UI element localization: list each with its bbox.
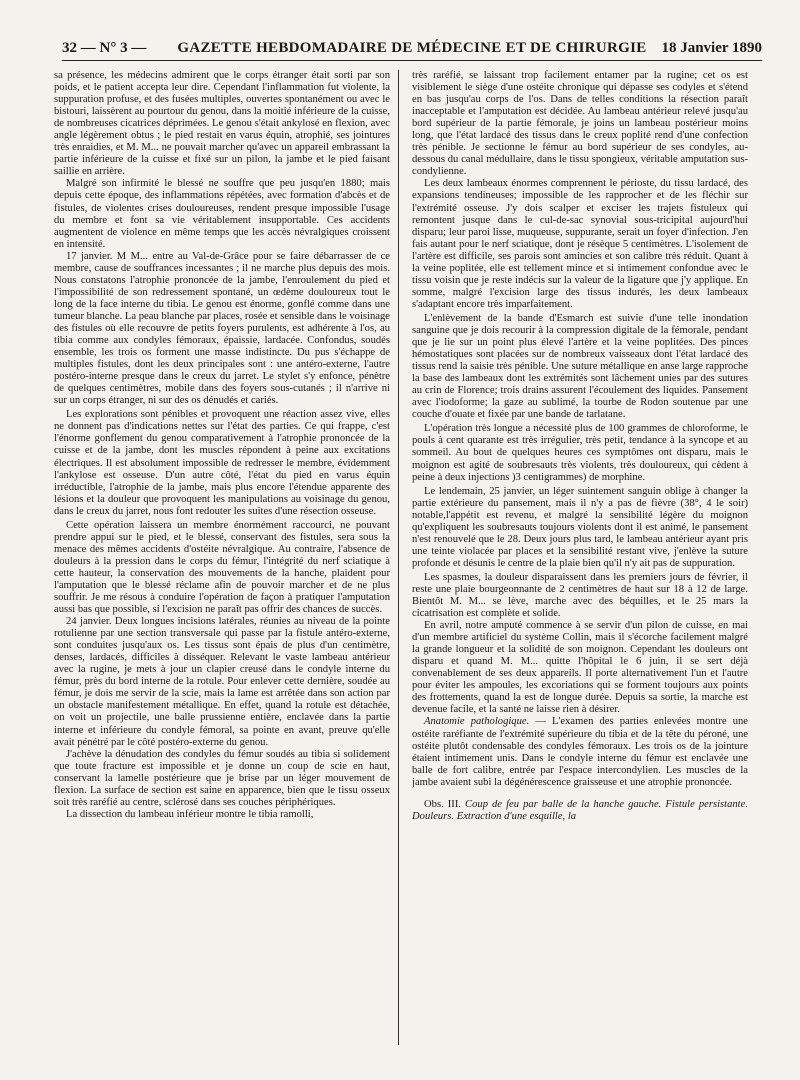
page-number: 32 — N° 3 — bbox=[62, 40, 147, 56]
paragraph: La dissection du lambeau inférieur montre le tibia ramolli, bbox=[66, 808, 314, 820]
anatomy-label: Anatomie pathologique. bbox=[424, 716, 530, 728]
paragraph: Les spasmes, la douleur disparaissent dans les premiers jours de février, il reste une plaie bourgeonnante de 2 centimètres de haut sur 18 à 12 de large. Bientôt M. M... se lève, marche avec des béquilles, et le 25 mars la cicatrisation est complète et solide. bbox=[412, 571, 748, 620]
issue-date: 18 Janvier 1890 bbox=[661, 40, 762, 56]
paragraph: En avril, notre amputé commence à se servir d'un pilon de cuisse, en mai d'un membre artificiel du système Collin, mais il s'écorche facilement malgré la grande longueur et la solidité de son moignon. Cependant les douleurs ont disparu et quand M. M... quitte l'hôpital le 6 juin, il se sert déjà convenablement de ses deux appareils. Il porte alternativement l'un et l'autre pour éviter les ampoules, les excoriations qui se forment toujours aux points des frottements, quand la est de longue durée. Depuis sa sortie, la marche est devenue facile, et la santé ne laisse rien à désirer. bbox=[412, 620, 748, 716]
column-divider bbox=[398, 70, 399, 1045]
paragraph: Les deux lambeaux énormes comprennent le périoste, du tissu lardacé, des expansions tendineuses; impossible de les rapprocher et de les fléchir sur l'extrémité osseuse. J'y dois scalper et exciser les trajets fistuleux qui remontent jusque dans le cul-de-sac synovial sous-tricipital aujourd'hui disparu; leur paroi lisse, muqueuse, suppurante, serait un foyer d'infection. J'en fais autant pour le nerf sciatique, dont je résèque 5 centimètres. L'isolement de l'artère est difficile, ses parois sont amincies et son calibre très réduit. Quant à la veine poplitée, elle est tellement mince et si intimement confondue avec le tissu voisin que je reste indécis sur la valeur de la ligature que j'y applique. En somme, malgré l'excision large des tissus indurés, les deux lambeaux s'adaptant encore très imparfaitement. bbox=[412, 178, 748, 310]
paragraph: Malgré son infirmité le blessé ne souffre que peu jusqu'en 1880; mais depuis cette époque, des inflammations répétées, avec formation d'abcès et de fistules, de violentes crises douloureuses, rendent presque impossible l'usage du membre et font sa vie véritablement insupportable. Ces accidents augmentent de violence en même temps que les accès névralgiques croissent en intensité. bbox=[54, 178, 390, 250]
paragraph: Cette opération laissera un membre énormément raccourci, ne pouvant prendre appui sur le pied, et le blessé, conservant des fistules, sera sous la menace des mêmes accidents d'ostéite névralgique. Au contraire, l'absence de douleurs à la pression dans le corps du fémur, l'intégrité du nerf sciatique à cette hauteur, la conservation des mouvements de la hanche, plaident pour l'amputation que le blessé réclame afin de pouvoir marcher et de ne plus souffrir. Je me résous à conduire l'opération de façon à pratiquer l'amputation aussi bas que possible, si l'excision ne paraît pas offrir des chances de succès. bbox=[54, 519, 390, 616]
anatomy-paragraph bbox=[412, 716, 748, 788]
journal-title: GAZETTE HEBDOMADAIRE DE MÉDECINE ET DE CHIRURGIE bbox=[177, 40, 647, 56]
running-header bbox=[62, 40, 762, 61]
paragraph: Les explorations sont pénibles et provoquent une réaction assez vive, elles ne donnent pas d'indications nettes sur l'état des parties. Ce qui frappe, c'est l'énorme gonflement du genou comparativement à l'atrophie prononcée de la cuisse et de la jambe, dont les muscles répondent à peine aux excitations électriques. Il est absolument impossible de redresser le membre, évidemment l'ankylose est osseuse. D'un autre côté, l'état du pied en varus équin irréductible, l'atrophie de la jambe, mais plus encore l'étendue apparente des lésions et la douleur que provoquent les manipulations au voisinage du genou, dans le creux du jarret, nous font redouter les suites d'une résection osseuse. bbox=[54, 409, 390, 517]
paragraph: L'enlèvement de la bande d'Esmarch est suivie d'une telle inondation sanguine que je dois recourir à la compression digitale de la fémorale, pendant que je lie sur un point plus élevé l'artère et la veine poplitées. Des pinces hémostatiques sont placées sur de nombreux vaisseaux dont l'état lardacé des tissus rend la saisie très pénible. Une suture métallique en anse large rapproche la base des lambeaux dont les extrémités sont lâchement unies par des sutures au crin de Florence; trois drains assurent l'écoulement des liquides. Pansement avec l'iodoforme; la gaze au sublimé, la tourbe de Rodon soutenue par une couche d'ouate et fixée par une bande de tarlatane. bbox=[412, 312, 748, 421]
paragraph: L'opération très longue a nécessité plus de 100 grammes de chloroforme, le pouls à cent quarante est très irrégulier, très petit, tendance à la syncope et au sommeil. Au bout de quelques heures ces symptômes ont disparu, mais le moignon est agité de soubresauts très violents, très douloureux, qui cèdent à peine à deux injections )3 centigrammes) de morphine. bbox=[412, 423, 748, 483]
observation-label: Obs. III. bbox=[424, 798, 461, 810]
left-column bbox=[54, 70, 390, 1070]
paragraph: Le lendemain, 25 janvier, un léger suintement sanguin oblige à changer la partie extérieure du pansement, mais il n'y a pas de fièvre (38°, 4 le soir) notable,l'appétit est revenu, et malgré la sensibilité légère du moignon qu'expliquent les soubresauts toujours violents dont il est animé, le pansement n'est renouvelé que le 28. Deux jours plus tard, le lambeau antérieur ayant pris une teinte violacée par places et la sensibilité restant vive, j'enlève la suture profonde et désunis le centre de la plaie bien qu'il n'y ait pas de suppuration. bbox=[412, 485, 748, 569]
paragraph: très raréfié, se laissant trop facilement entamer par la rugine; cet os est visiblement le siège d'une ostéite chronique qui dépasse ses codyles et s'étend en bas jusqu'au corps de l'os. Dans de telles conditions la résection paraît inacceptable et l'amputation est décidée. Au lambeau antérieur relevé jusqu'au bord supérieur de la partie fémorale, je joins un lambeau postérieur moins long, que l'état lardacé des tissus dans le creux poplité rend d'une confection très pénible. Je sectionne le fémur au bord supérieur de ses condyles, au-dessous du canal médullaire, dans le tissu spongieux, véritable amputation sus-condylienne. bbox=[412, 70, 748, 178]
right-column bbox=[412, 70, 748, 1070]
paragraph: 17 janvier. M M... entre au Val-de-Grâce pour se faire débarrasser de ce membre, cause de souffrances incessantes ; il ne marche plus depuis des mois. Nous constatons l'atrophie prononcée de la jambe, l'enroulement du pied et l'impossibilité de son redressement spontané, un œdème douloureux tout le long de la face interne du tibia. Le genou est énorme, gonflé comme dans une tumeur blanche. La peau blanche par places, rosée et sensible dans le voisinage des fistules où elle recouvre de petits foyers purulents, est adhérente à l'os, au tibia comme aux condyles fémoraux, épaissie, lardacée. Confondus, soudés ensemble, les trois os forment une masse indistincte. Du pus s'échappe de multiples fistules, dont les deux principales sont : une antéro-externe, l'autre postéro-interne presque dans le creux du jarret. Le stylet s'y enfonce, pénètre de quelques centimètres, mobile dans des foyers sous-cutanés ; il n'arrive ni sur un corps étranger, ni sur des os dénudés et cariés. bbox=[54, 250, 390, 407]
observation-heading bbox=[412, 799, 748, 823]
paragraph: 24 janvier. Deux longues incisions latérales, réunies au niveau de la pointe rotulienne par une section transversale qui passe par la fistule antéro-externe, sont conduites jusqu'aux os. Les tissus sont épais de plus d'un centimètre, denses, lardacés, difficiles à disséquer. Relevant le vaste lambeau antérieur avec la rugine, je mets à jour un clapier creusé dans le condyle interne du fémur, près du bord interne de la rotule. Pour enlever cette dernière, soudée au fémur, je dois me servir de la scie, mais la lame est arrêtée dans son action par un obstacle manifestement métallique. En effet, quand la rotule est détachée, on voit un projectile, une balle prussienne entière, enclavée dans la partie interne et inférieure du condyle fémoral, sa pointe en avant, preuve qu'elle avait pénétré par le côté postéro-externe du genou. bbox=[54, 616, 390, 748]
observation-title: Coup de feu par balle de la hanche gauche. Fistule persistante. Douleurs. Extraction d'une esquille, la bbox=[412, 798, 748, 822]
anatomy-text: — L'examen des parties enlevées montre une ostéite raréfiante de l'extrémité supérieure du tibia et de la tête du péroné, une ostéite plutôt condensable des condyles fémoraux. Les trois os de la jointure étaient intimement unis. Dans le condyle interne du fémur est enclavée une balle de fort calibre, entrée par l'espace intercondylien. Les muscles de la jambe avaient subi la dégénérescence graisseuse et une atrophie prononcée. bbox=[412, 716, 748, 788]
paragraph: sa présence, les médecins admirent que le corps étranger était sorti par son poids, et le patient accepta leur dire. Cependant l'inflammation fut violente, la suppuration profuse, et des fusées multiples, ouvertes spontanément ou avec le bistouri, laissèrent au pourtour du genou, dans la moitié inférieure de la cuisse, de nombreuses cicatrices déprimées. Le genou s'était ankylosé en flexion, avec angle légèrement obtus ; le pied restait en varus équin, atrophié, ses jointures très enraidies, et M. M... ne pouvait marcher qu'avec un appareil embrassant la partie inférieure de la cuisse et fixé sur un pilon, la jambe et le pied faisant saillie en arrière. bbox=[54, 70, 390, 178]
paragraph: J'achève la dénudation des condyles du fémur soudés au tibia si solidement que toute fracture est impossible et je donne un coup de scie en haut, conservant la lamelle postérieure que je brise par un léger mouvement de flexion. La surface de section est saine en apparence, bien que le tissu osseux soit très raréfié au centre, sclérosé dans ses couches périphériques. bbox=[54, 748, 390, 808]
